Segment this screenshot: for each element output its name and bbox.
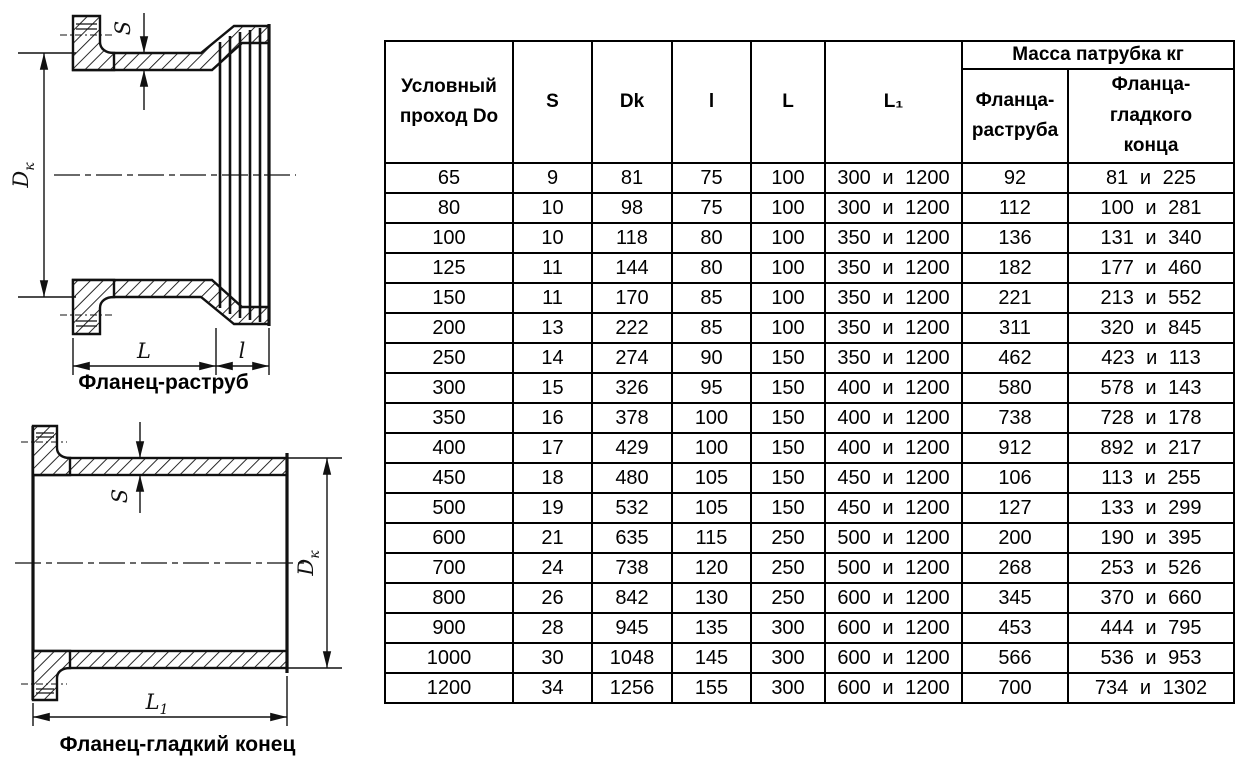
table-cell: 75 — [672, 163, 751, 193]
table-cell: 350 и 1200 — [825, 283, 962, 313]
table-cell: 350 и 1200 — [825, 223, 962, 253]
table-row — [385, 673, 1234, 703]
table-cell: 150 — [751, 343, 825, 373]
table-cell: 300 — [751, 613, 825, 643]
table-cell: 28 — [513, 613, 592, 643]
col-header-mass-socket: Фланца-раструба — [962, 69, 1068, 163]
table-cell: 728 и 178 — [1068, 403, 1234, 433]
table-row — [385, 583, 1234, 613]
table-cell: 10 — [513, 193, 592, 223]
table-cell: 106 — [962, 463, 1068, 493]
table-cell: 500 — [385, 493, 513, 523]
table-cell: 100 — [751, 253, 825, 283]
table-cell: 250 — [385, 343, 513, 373]
table-cell: 300 и 1200 — [825, 163, 962, 193]
table-cell: 222 — [592, 313, 672, 343]
table-cell: 115 — [672, 523, 751, 553]
col-header-s: S — [513, 41, 592, 163]
table-cell: 131 и 340 — [1068, 223, 1234, 253]
table-cell: 21 — [513, 523, 592, 553]
table-cell: 9 — [513, 163, 592, 193]
table-cell: 92 — [962, 163, 1068, 193]
s-label: S — [111, 20, 135, 36]
flange-top — [21, 426, 70, 475]
table-cell: 800 — [385, 583, 513, 613]
table-cell: 16 — [513, 403, 592, 433]
table-cell: 100 — [751, 193, 825, 223]
table-cell: 34 — [513, 673, 592, 703]
col-header-L: L — [751, 41, 825, 163]
table-cell: 444 и 795 — [1068, 613, 1234, 643]
table-cell: 100 — [751, 283, 825, 313]
table-cell: 30 — [513, 643, 592, 673]
table-cell: 566 — [962, 643, 1068, 673]
table-row — [385, 463, 1234, 493]
table-cell: 144 — [592, 253, 672, 283]
table-cell: 400 — [385, 433, 513, 463]
table-cell: 80 — [672, 223, 751, 253]
table-cell: 113 и 255 — [1068, 463, 1234, 493]
table-cell: 734 и 1302 — [1068, 673, 1234, 703]
table-cell: 311 — [962, 313, 1068, 343]
table-cell: 11 — [513, 283, 592, 313]
table-cell: 400 и 1200 — [825, 403, 962, 433]
dimension-l1 — [33, 676, 287, 726]
table-cell: 600 и 1200 — [825, 583, 962, 613]
col-header-mass-plain-end: Фланца-гладкого конца — [1068, 69, 1234, 163]
table-cell: 100 — [385, 223, 513, 253]
table-cell: 13 — [513, 313, 592, 343]
table-cell: 80 — [672, 253, 751, 283]
table-cell: 135 — [672, 613, 751, 643]
flange-top — [60, 16, 114, 70]
table-cell: 1048 — [592, 643, 672, 673]
drawing-caption-flange-plain-end: Фланец-гладкий конец — [59, 733, 296, 756]
table-cell: 700 — [962, 673, 1068, 703]
table-cell: 150 — [751, 433, 825, 463]
table-cell: 221 — [962, 283, 1068, 313]
table-cell: 11 — [513, 253, 592, 283]
table-cell: 250 — [751, 523, 825, 553]
drawing-caption-flange-socket: Фланец-раструб — [78, 371, 249, 394]
table-cell: 75 — [672, 193, 751, 223]
table-cell: 738 — [962, 403, 1068, 433]
table-cell: 125 — [385, 253, 513, 283]
table-cell: 450 и 1200 — [825, 493, 962, 523]
table-cell: 18 — [513, 463, 592, 493]
table-cell: 150 — [751, 373, 825, 403]
dk-label: $D_к$ — [9, 162, 38, 188]
table-cell: 100 — [751, 223, 825, 253]
table-row — [385, 163, 1234, 193]
table-cell: 635 — [592, 523, 672, 553]
table-cell: 274 — [592, 343, 672, 373]
table-cell: 462 — [962, 343, 1068, 373]
spec-table-body — [385, 163, 1234, 703]
table-cell: 400 и 1200 — [825, 433, 962, 463]
table-row — [385, 553, 1234, 583]
table-cell: 98 — [592, 193, 672, 223]
table-cell: 105 — [672, 463, 751, 493]
table-row — [385, 373, 1234, 403]
table-cell: 19 — [513, 493, 592, 523]
table-cell: 145 — [672, 643, 751, 673]
table-row — [385, 253, 1234, 283]
drawing-flange-plain-end — [5, 420, 350, 730]
table-cell: 24 — [513, 553, 592, 583]
s-label: S — [108, 488, 132, 504]
table-cell: 112 — [962, 193, 1068, 223]
table-cell: 350 и 1200 — [825, 253, 962, 283]
table-cell: 150 — [751, 463, 825, 493]
table-cell: 480 — [592, 463, 672, 493]
flange-bottom — [21, 651, 70, 700]
table-cell: 95 — [672, 373, 751, 403]
table-cell: 378 — [592, 403, 672, 433]
table-cell: 300 и 1200 — [825, 193, 962, 223]
table-cell: 133 и 299 — [1068, 493, 1234, 523]
table-cell: 580 — [962, 373, 1068, 403]
dimension-L-l — [73, 328, 269, 375]
table-cell: 105 — [672, 493, 751, 523]
table-cell: 453 — [962, 613, 1068, 643]
table-cell: 370 и 660 — [1068, 583, 1234, 613]
table-cell: 300 — [751, 673, 825, 703]
table-cell: 532 — [592, 493, 672, 523]
table-cell: 26 — [513, 583, 592, 613]
table-cell: 136 — [962, 223, 1068, 253]
table-cell: 450 и 1200 — [825, 463, 962, 493]
l1-label: $L_1$ — [145, 690, 169, 718]
col-header-l: l — [672, 41, 751, 163]
col-header-nominal-bore: Условный проход Do — [385, 41, 513, 163]
table-cell: 1200 — [385, 673, 513, 703]
table-cell: 182 — [962, 253, 1068, 283]
table-cell: 190 и 395 — [1068, 523, 1234, 553]
table-cell: 100 — [751, 163, 825, 193]
table-cell: 100 — [751, 313, 825, 343]
table-cell: 600 и 1200 — [825, 673, 962, 703]
table-cell: 17 — [513, 433, 592, 463]
table-cell: 345 — [962, 583, 1068, 613]
dk-label: $D_к$ — [294, 550, 323, 576]
table-cell: 400 и 1200 — [825, 373, 962, 403]
table-cell: 600 — [385, 523, 513, 553]
table-cell: 600 и 1200 — [825, 643, 962, 673]
table-cell: 14 — [513, 343, 592, 373]
table-cell: 450 — [385, 463, 513, 493]
table-cell: 250 — [751, 583, 825, 613]
table-cell: 118 — [592, 223, 672, 253]
table-cell: 10 — [513, 223, 592, 253]
table-cell: 130 — [672, 583, 751, 613]
table-cell: 150 — [385, 283, 513, 313]
table-cell: 912 — [962, 433, 1068, 463]
table-cell: 100 — [672, 403, 751, 433]
col-header-dk: Dk — [592, 41, 672, 163]
table-cell: 350 — [385, 403, 513, 433]
table-cell: 120 — [672, 553, 751, 583]
table-cell: 600 и 1200 — [825, 613, 962, 643]
table-cell: 945 — [592, 613, 672, 643]
table-row — [385, 343, 1234, 373]
table-cell: 350 и 1200 — [825, 313, 962, 343]
table-cell: 15 — [513, 373, 592, 403]
table-cell: 127 — [962, 493, 1068, 523]
table-cell: 65 — [385, 163, 513, 193]
table-cell: 500 и 1200 — [825, 523, 962, 553]
table-cell: 150 — [751, 403, 825, 433]
table-cell: 326 — [592, 373, 672, 403]
col-header-mass-group: Масса патрубка кг — [962, 41, 1234, 69]
table-row — [385, 523, 1234, 553]
table-cell: 842 — [592, 583, 672, 613]
table-cell: 213 и 552 — [1068, 283, 1234, 313]
table-cell: 81 — [592, 163, 672, 193]
table-row — [385, 433, 1234, 463]
table-cell: 300 — [751, 643, 825, 673]
table-cell: 1256 — [592, 673, 672, 703]
table-row — [385, 403, 1234, 433]
table-cell: 900 — [385, 613, 513, 643]
table-cell: 738 — [592, 553, 672, 583]
table-cell: 81 и 225 — [1068, 163, 1234, 193]
table-cell: 177 и 460 — [1068, 253, 1234, 283]
table-row — [385, 493, 1234, 523]
table-cell: 300 — [385, 373, 513, 403]
table-cell: 423 и 113 — [1068, 343, 1234, 373]
col-header-L1: L₁ — [825, 41, 962, 163]
table-cell: 85 — [672, 313, 751, 343]
table-cell: 253 и 526 — [1068, 553, 1234, 583]
table-cell: 892 и 217 — [1068, 433, 1234, 463]
table-cell: 536 и 953 — [1068, 643, 1234, 673]
table-row — [385, 313, 1234, 343]
table-cell: 150 — [751, 493, 825, 523]
table-cell: 268 — [962, 553, 1068, 583]
table-cell: 200 — [385, 313, 513, 343]
table-row — [385, 643, 1234, 673]
table-cell: 700 — [385, 553, 513, 583]
table-cell: 100 и 281 — [1068, 193, 1234, 223]
flange-bottom — [60, 280, 114, 334]
spec-table — [384, 40, 1235, 704]
table-cell: 429 — [592, 433, 672, 463]
table-cell: 500 и 1200 — [825, 553, 962, 583]
table-cell: 578 и 143 — [1068, 373, 1234, 403]
table-cell: 320 и 845 — [1068, 313, 1234, 343]
drawing-flange-socket — [6, 8, 321, 383]
table-row — [385, 283, 1234, 313]
l-label: l — [238, 339, 246, 363]
table-cell: 170 — [592, 283, 672, 313]
table-cell: 90 — [672, 343, 751, 373]
table-cell: 350 и 1200 — [825, 343, 962, 373]
table-row — [385, 223, 1234, 253]
table-row — [385, 613, 1234, 643]
table-cell: 100 — [672, 433, 751, 463]
table-cell: 1000 — [385, 643, 513, 673]
L-label: L — [137, 339, 151, 363]
table-cell: 85 — [672, 283, 751, 313]
table-cell: 250 — [751, 553, 825, 583]
table-row — [385, 193, 1234, 223]
table-cell: 200 — [962, 523, 1068, 553]
table-cell: 155 — [672, 673, 751, 703]
table-cell: 80 — [385, 193, 513, 223]
